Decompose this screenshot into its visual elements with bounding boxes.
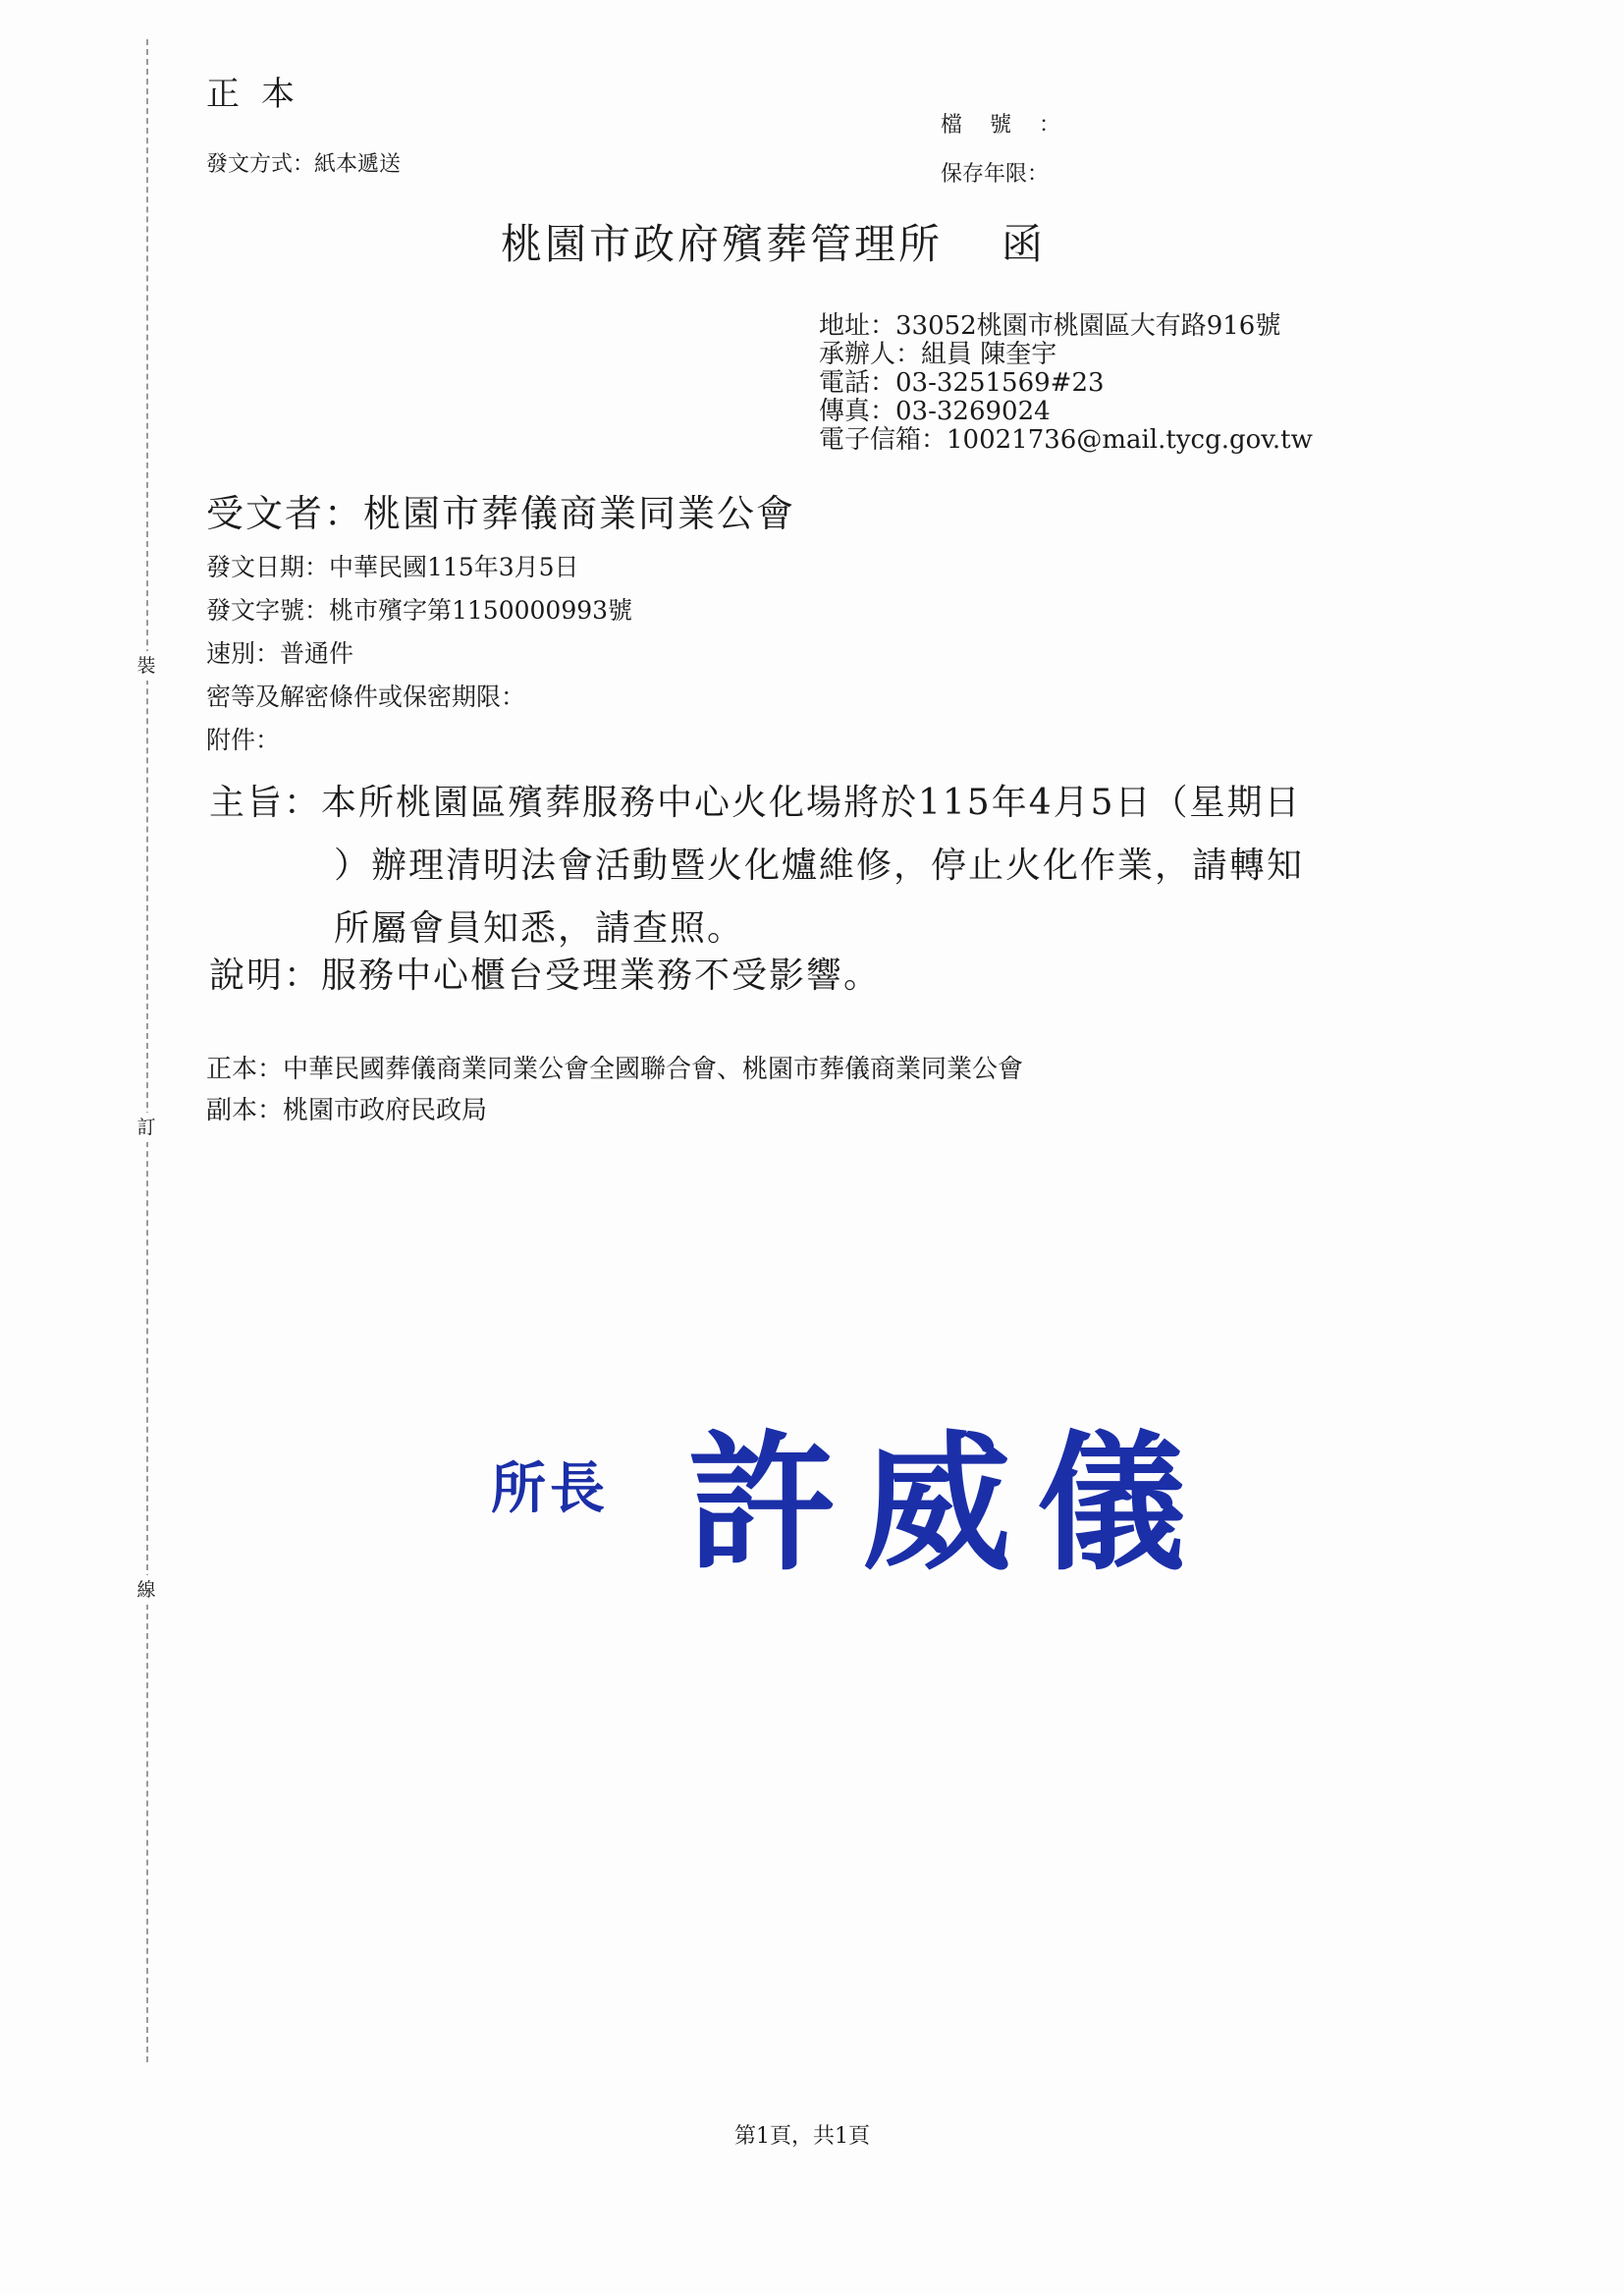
delivery-speed: 速別：普通件 bbox=[206, 639, 354, 668]
file-number-colon: ： bbox=[1039, 113, 1061, 137]
metadata-block bbox=[206, 546, 632, 762]
issue-date: 發文日期：中華民國115年3月5日 bbox=[206, 553, 579, 581]
recipient: 受文者：桃園市葬儀商業同業公會 bbox=[206, 492, 796, 535]
attachments: 附件： bbox=[206, 726, 281, 754]
binding-mark-zhuang: 裝 bbox=[132, 651, 161, 681]
retention-period: 保存年限： bbox=[941, 162, 1050, 187]
contact-phone: 電話：03-3251569#23 bbox=[819, 368, 1105, 398]
dispatch-method: 發文方式：紙本遞送 bbox=[206, 152, 402, 177]
subject-line-2: ）辦理清明法會活動暨火化爐維修，停止火化作業，請轉知 bbox=[334, 846, 1305, 886]
security-level: 密等及解密條件或保密期限： bbox=[206, 683, 526, 711]
subject-line-3: 所屬會員知悉，請查照。 bbox=[334, 908, 745, 949]
file-number bbox=[941, 108, 1060, 138]
binding-mark-ding: 訂 bbox=[132, 1113, 161, 1142]
contact-block bbox=[819, 312, 1313, 455]
contact-email: 電子信箱：10021736@mail.tycg.gov.tw bbox=[819, 425, 1313, 455]
contact-fax: 傳真：03-3269024 bbox=[819, 397, 1051, 426]
explanation: 說明：服務中心櫃台受理業務不受影響。 bbox=[209, 956, 882, 996]
copy-recipients: 副本：桃園市政府民政局 bbox=[206, 1096, 488, 1125]
signature-title-stamp: 所長 bbox=[491, 1456, 609, 1521]
binding-line bbox=[146, 39, 148, 2062]
document-number: 發文字號：桃市殯字第1150000993號 bbox=[206, 596, 633, 625]
page-number: 第1頁，共1頁 bbox=[734, 2124, 870, 2149]
document-title bbox=[501, 212, 1046, 271]
signature-name-stamp: 許威儀 bbox=[687, 1415, 1212, 1591]
file-number-label: 檔號 bbox=[941, 113, 1040, 137]
contact-handler: 承辦人：組員 陳奎宇 bbox=[819, 340, 1057, 369]
contact-address: 地址：33052桃園市桃園區大有路916號 bbox=[819, 311, 1281, 341]
document-kind: 函 bbox=[1001, 220, 1047, 268]
original-recipients: 正本：中華民國葬儀商業同業公會全國聯合會、桃園市葬儀商業同業公會 bbox=[206, 1055, 1024, 1084]
distribution-block bbox=[206, 1049, 1023, 1131]
subject-block bbox=[209, 772, 1304, 960]
agency-name: 桃園市政府殯葬管理所 bbox=[501, 220, 944, 268]
copy-type-label: 正本 bbox=[206, 75, 316, 114]
subject-line-1: 主旨：本所桃園區殯葬服務中心火化場將於115年4月5日（星期日 bbox=[209, 783, 1302, 823]
binding-mark-xian: 線 bbox=[132, 1575, 161, 1605]
